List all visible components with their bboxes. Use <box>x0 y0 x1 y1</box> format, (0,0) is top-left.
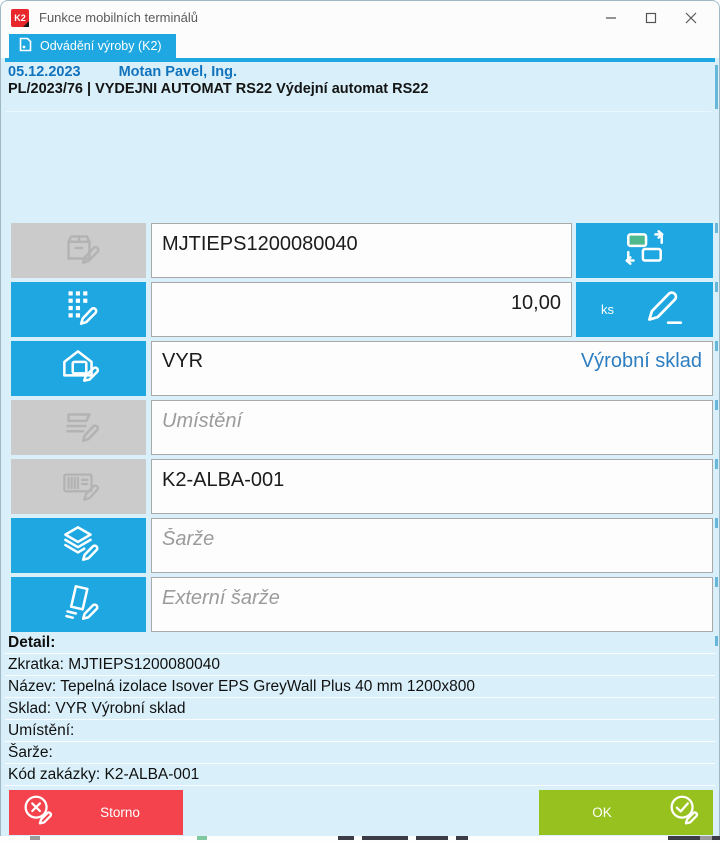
external-batch-input[interactable] <box>152 583 712 613</box>
background-window-sliver <box>0 836 720 841</box>
header-user: Motan Pavel, Ing. <box>118 64 238 80</box>
confirm-circle-icon <box>665 792 703 833</box>
header-document: PL/2023/76 | VYDEJNI AUTOMAT RS22 Výdejní automat RS22 <box>8 81 429 97</box>
detail-line-kod-zakazky: Kód zakázky: K2-ALBA-001 <box>5 764 715 786</box>
batch-edit-button[interactable] <box>11 518 146 573</box>
ok-label: OK <box>592 805 612 820</box>
window-controls <box>591 1 711 34</box>
maximize-button[interactable] <box>631 1 671 34</box>
header-date: 05.12.2023 <box>8 64 81 80</box>
quantity-edit-button[interactable] <box>11 282 146 337</box>
tab-label: Odvádění výroby (K2) <box>40 39 162 53</box>
quantity-field <box>151 282 572 337</box>
order-code-field <box>151 459 713 514</box>
tab-strip <box>1 34 719 58</box>
batch-input[interactable] <box>152 524 712 554</box>
box-edit-icon <box>55 225 103 276</box>
detail-title: Detail: <box>5 632 715 654</box>
scroll-mark <box>715 577 718 587</box>
detail-line-umisteni: Umístění: <box>5 720 715 742</box>
k2-app-icon: K2 <box>11 9 29 27</box>
warehouse-edit-button[interactable] <box>11 341 146 396</box>
document-tab-icon <box>19 37 32 55</box>
scroll-mark <box>715 400 718 410</box>
batch-field <box>151 518 713 573</box>
quantity-input[interactable] <box>152 288 571 318</box>
swap-icon <box>620 225 670 276</box>
swap-article-button[interactable] <box>576 223 713 278</box>
detail-panel <box>5 632 715 786</box>
sheet-edit-icon <box>55 579 103 630</box>
scroll-mark <box>715 223 718 233</box>
barcode-edit-icon <box>55 461 103 512</box>
detail-line-sklad: Sklad: VYR Výrobní sklad <box>5 698 715 720</box>
scroll-mark <box>715 341 718 351</box>
keypad-edit-icon <box>55 284 103 335</box>
close-button[interactable] <box>671 1 711 34</box>
order-code-input[interactable] <box>152 465 712 495</box>
article-field <box>151 223 572 278</box>
scrollbar-thumb[interactable] <box>715 65 718 109</box>
scroll-mark <box>715 459 718 469</box>
window-title: Funkce mobilních terminálů <box>39 10 198 25</box>
article-edit-button <box>11 223 146 278</box>
warehouse-edit-icon <box>55 343 103 394</box>
shelf-edit-icon <box>55 402 103 453</box>
header-separator <box>6 111 711 112</box>
scroll-mark <box>715 636 718 646</box>
warehouse-name: Výrobní sklad <box>580 350 702 372</box>
detail-line-nazev: Název: Tepelná izolace Isover EPS GreyWall Plus 40 mm 1200x800 <box>5 676 715 698</box>
article-input[interactable] <box>152 229 571 259</box>
warehouse-code: VYR <box>162 350 204 372</box>
edit-quantity-button[interactable] <box>576 282 713 337</box>
ok-button[interactable] <box>539 790 713 835</box>
pencil-underscore-icon <box>640 284 688 335</box>
detail-line-zkratka: Zkratka: MJTIEPS1200080040 <box>5 654 715 676</box>
title-bar <box>1 1 719 34</box>
external-batch-edit-button[interactable] <box>11 577 146 632</box>
location-field <box>151 400 713 455</box>
cancel-circle-icon <box>19 792 57 833</box>
scroll-mark <box>715 518 718 528</box>
order-code-edit-button <box>11 459 146 514</box>
unit-label: ks <box>601 302 614 317</box>
scroll-mark <box>715 282 718 292</box>
external-batch-field <box>151 577 713 632</box>
tab-odvadeni-vyroby[interactable] <box>9 34 176 58</box>
layers-edit-icon <box>55 520 103 571</box>
location-edit-button <box>11 400 146 455</box>
storno-button[interactable] <box>9 790 183 835</box>
document-header <box>6 62 709 98</box>
storno-label: Storno <box>100 805 140 820</box>
minimize-button[interactable] <box>591 1 631 34</box>
detail-line-sarze: Šarže: <box>5 742 715 764</box>
warehouse-field[interactable] <box>151 341 713 396</box>
location-input[interactable] <box>152 406 712 436</box>
